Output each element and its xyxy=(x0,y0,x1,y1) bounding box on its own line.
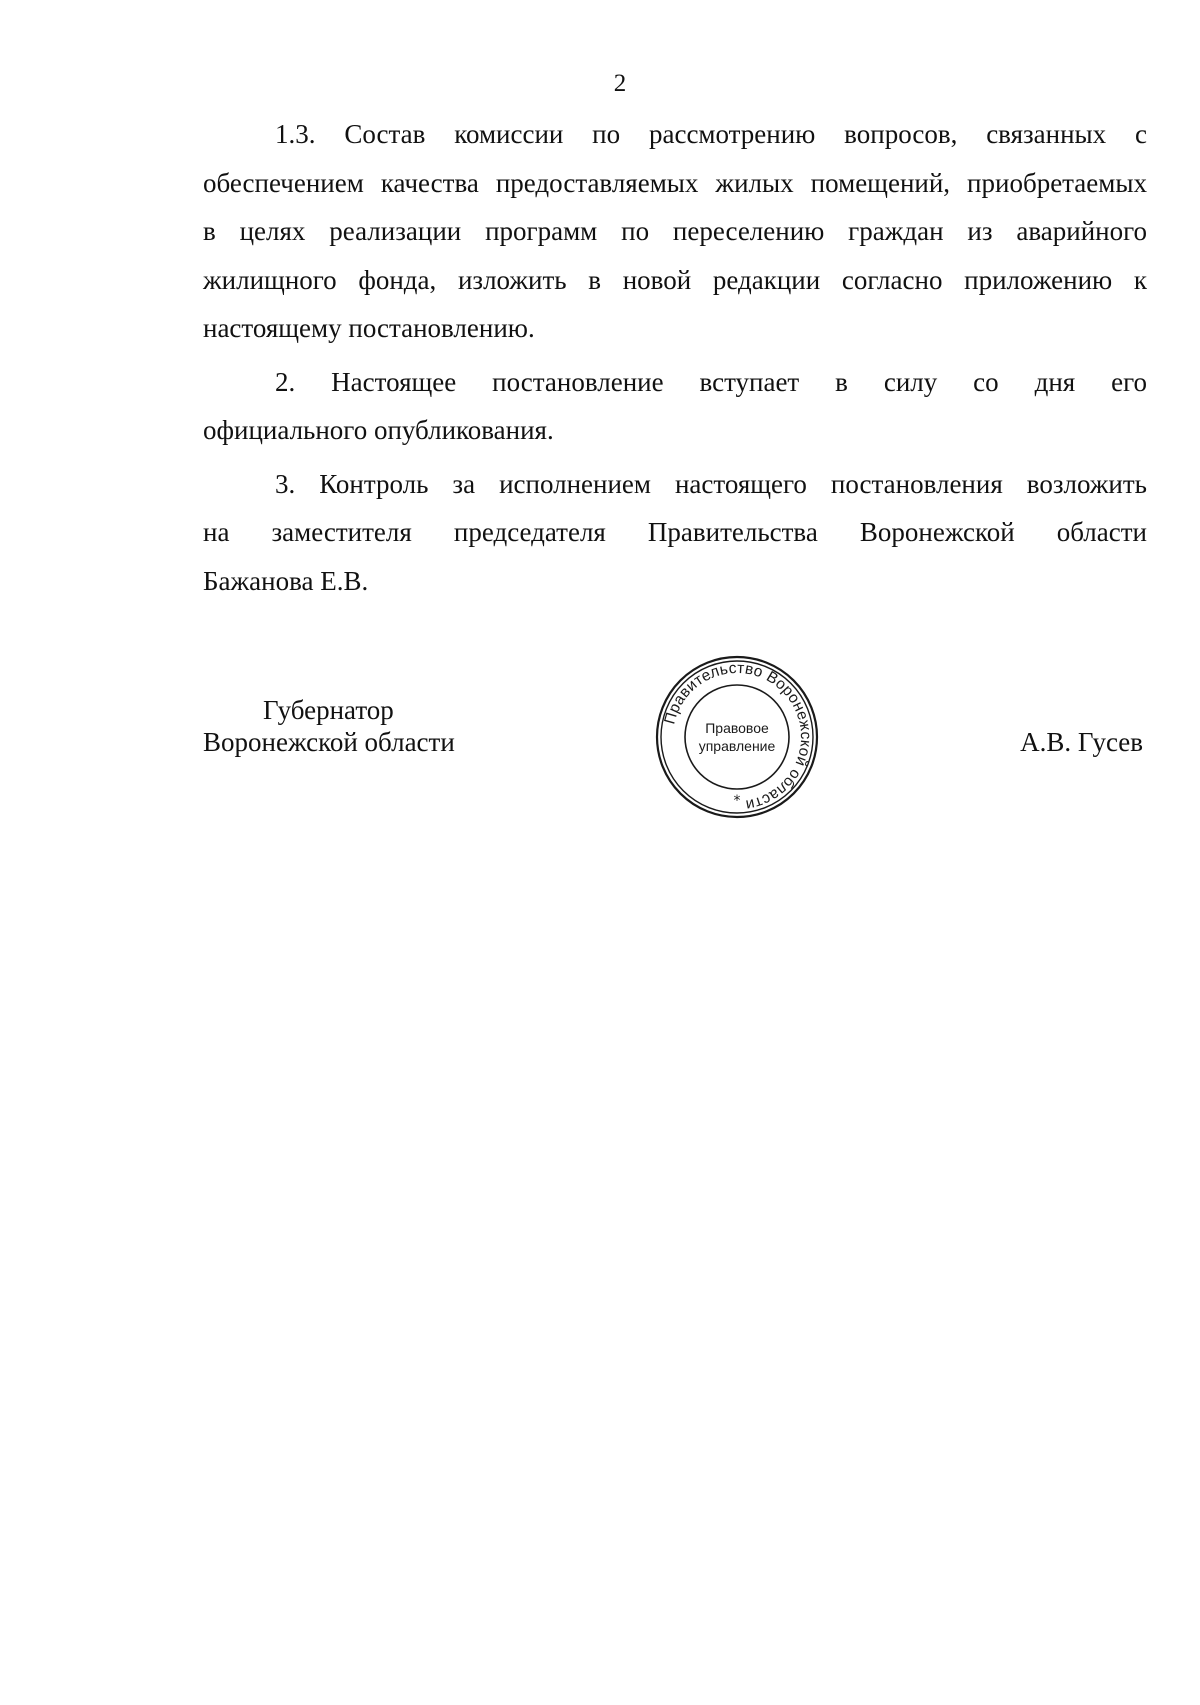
paragraph-line: официального опубликования. xyxy=(203,415,554,445)
document-body xyxy=(203,110,1147,610)
paragraph-line: на заместителя председателя Правительства Воронежской области xyxy=(203,517,1147,547)
signatory-title-line: Губернатор xyxy=(263,695,394,725)
paragraph-line: Бажанова Е.В. xyxy=(203,565,369,596)
paragraph-line: 1.3. Состав комиссии по рассмотрению вопросов, связанных с xyxy=(275,119,1147,149)
page-number: 2 xyxy=(613,70,627,97)
signatory-title xyxy=(203,694,455,758)
paragraph-line: настоящему постановлению. xyxy=(203,313,535,343)
signatory-name: А.В. Гусев xyxy=(1020,727,1143,757)
paragraph-line: в целях реализации программ по переселению граждан из аварийного xyxy=(203,216,1147,246)
paragraph-2 xyxy=(203,358,1147,455)
paragraph-3 xyxy=(203,460,1147,606)
paragraph-1-3 xyxy=(203,110,1147,353)
paragraph-line: 3. Контроль за исполнением настоящего постановления возложить xyxy=(275,468,1147,499)
signatory-title-line: Воронежской области xyxy=(203,727,455,757)
stamp-center-line1: Правовое xyxy=(705,720,769,736)
stamp-center-line2: управление xyxy=(698,738,776,754)
paragraph-line: 2. Настоящее постановление вступает в силу со дня его xyxy=(275,366,1147,397)
stamp-ring-textpath: Правительство Воронежской области xyxy=(661,659,815,814)
stamp-star: * xyxy=(733,793,741,809)
official-stamp xyxy=(654,654,820,820)
paragraph-line: жилищного фонда, изложить в новой редакции согласно приложению к xyxy=(203,264,1147,295)
paragraph-line: обеспечением качества предоставляемых жилых помещений, приобретаемых xyxy=(203,167,1147,198)
